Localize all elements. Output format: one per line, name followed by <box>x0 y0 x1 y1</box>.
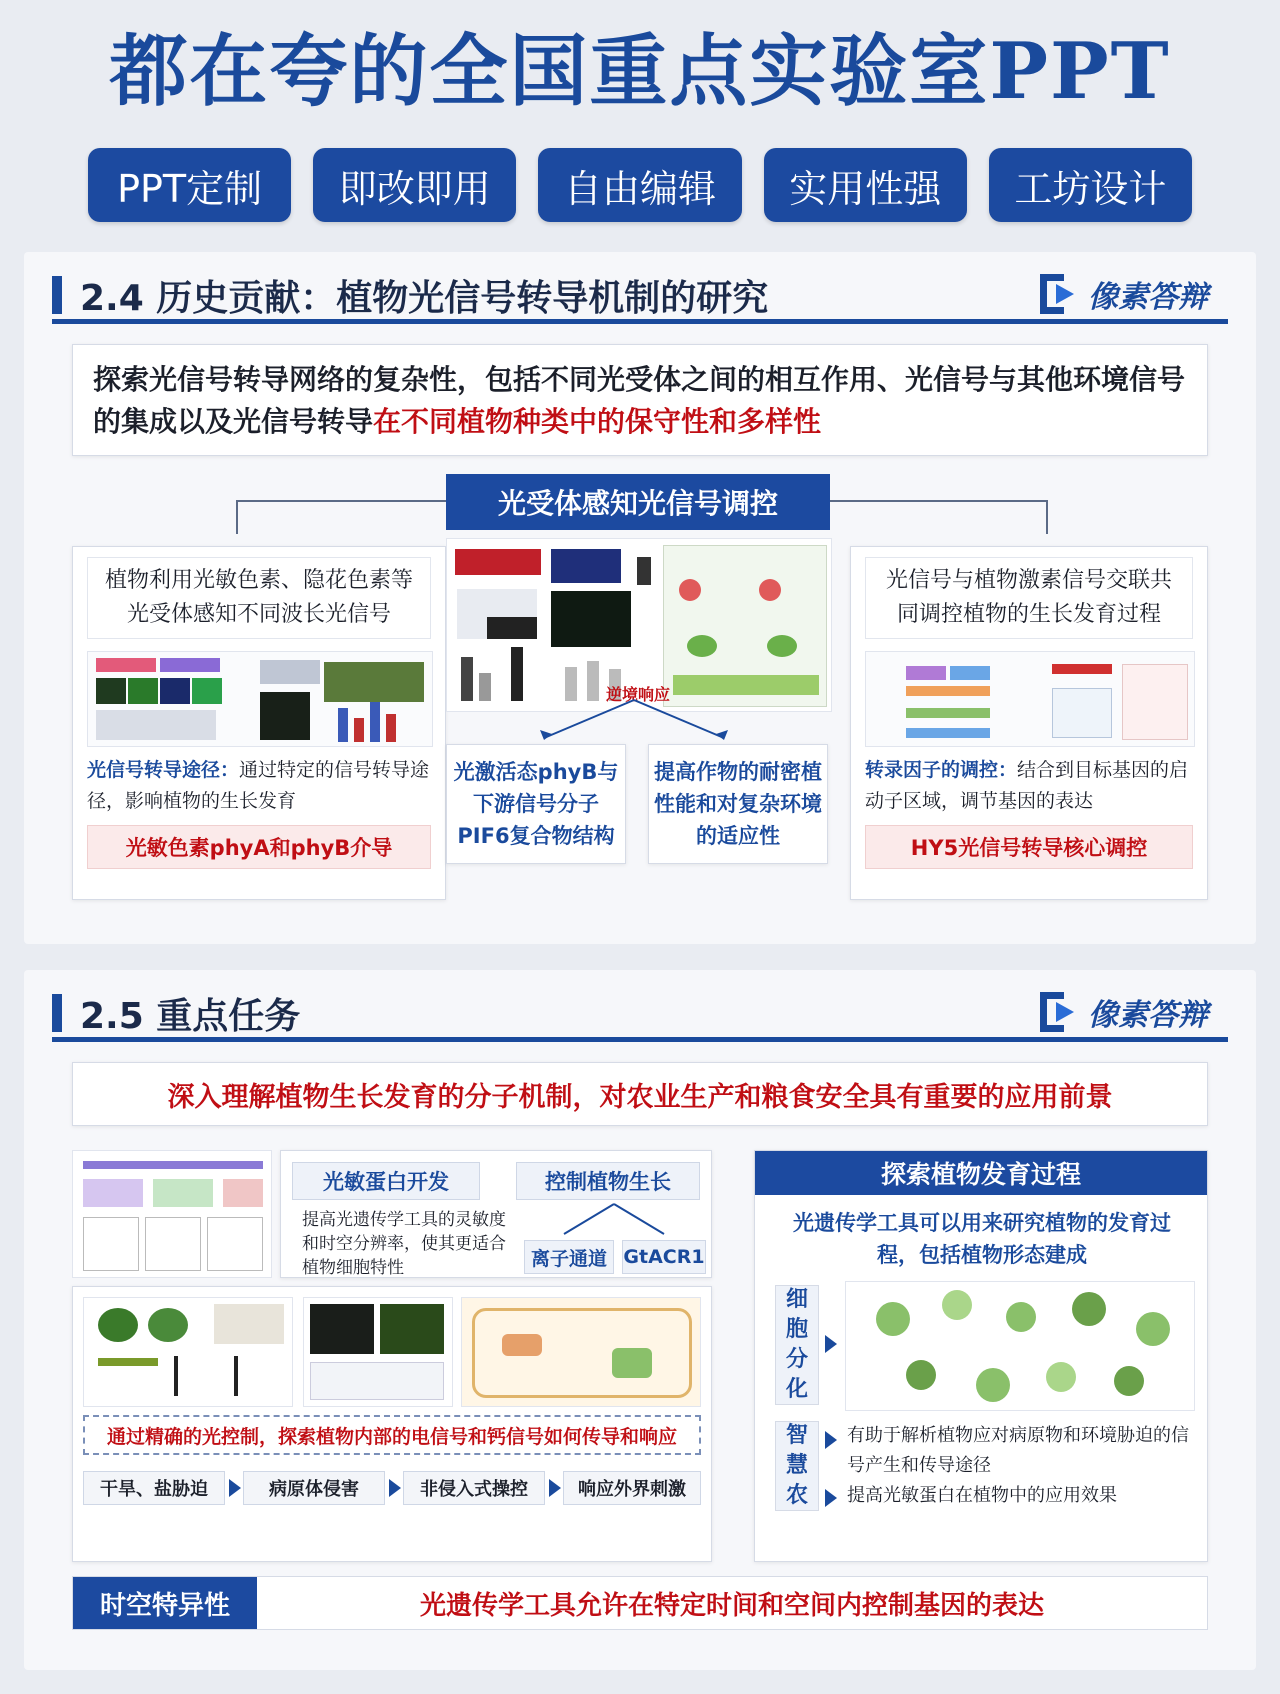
section-header <box>52 266 1228 324</box>
flower-lifecycle-figure <box>845 1281 1195 1411</box>
development-subtitle: 光遗传学工具可以用来研究植物的发育过程，包括植物形态建成 <box>793 1211 1171 1267</box>
right-description-label: 转录因子的调控： <box>865 759 1018 781</box>
bullet-pathogen-signal: 有助于解析植物应对病原物和环境胁迫的信号产生和传导途径 <box>847 1425 1189 1476</box>
section-title: 2.5 重点任务 <box>80 996 301 1037</box>
flow-step-pathogen: 病原体侵害 <box>243 1471 385 1505</box>
left-column-text: 植物利用光敏色素、隐花色素等光受体感知不同波长光信号 <box>87 557 431 639</box>
label-cell-differentiation: 细胞分化 <box>775 1285 819 1405</box>
flow-step-drought: 干旱、盐胁迫 <box>83 1471 225 1505</box>
tag-ppt-custom[interactable]: PPT定制 <box>88 148 291 222</box>
header-accent-bar <box>52 994 62 1032</box>
flow-arrow-icon <box>229 1479 241 1497</box>
header-accent-bar <box>52 276 62 314</box>
label-smart-agriculture: 智慧农 <box>775 1421 819 1511</box>
flow-step-response: 响应外界刺激 <box>563 1471 701 1505</box>
intro-card: 深入理解植物生长发育的分子机制，对农业生产和粮食安全具有重要的应用前景 <box>72 1062 1208 1126</box>
intro-text: 探索光信号转导网络的复杂性，包括不同光受体之间的相互作用、光信号与其他环境信号的集成以及光信号转导 <box>93 363 1186 438</box>
intro-highlight: 在不同植物种类中的保守性和多样性 <box>373 405 822 438</box>
tag-ready-to-use[interactable]: 即改即用 <box>313 148 516 222</box>
molecule-figure <box>72 1150 272 1278</box>
tag-row <box>88 148 1192 222</box>
connector-line <box>236 500 238 534</box>
tag-ion-channel: 离子通道 <box>524 1240 614 1274</box>
cell-arrow-icon <box>825 1335 837 1353</box>
signaling-card <box>72 1286 712 1562</box>
intro-card <box>72 344 1208 456</box>
development-card <box>754 1150 1208 1562</box>
development-title: 探索植物发育过程 <box>755 1151 1207 1195</box>
right-column-card <box>850 546 1208 900</box>
left-description-text: 通过特定的信号转导途径，影响植物的生长发育 <box>87 759 430 812</box>
right-description <box>865 755 1193 817</box>
section-header <box>52 984 1228 1042</box>
bullet-arrow-icon <box>825 1431 837 1449</box>
bullet-protein-effect: 提高光敏蛋白在植物中的应用效果 <box>847 1485 1117 1506</box>
brand-logo <box>1040 272 1208 316</box>
middle-card-adaptation: 提高作物的耐密植性能和对复杂环境的适应性 <box>648 744 828 864</box>
right-column-text: 光信号与植物激素信号交联共同调控植物的生长发育过程 <box>865 557 1193 639</box>
plant-figure <box>83 1297 293 1407</box>
middle-card-structure: 光激活态phyB与下游信号分子PIF6复合物结构 <box>446 744 626 864</box>
right-description-text: 结合到目标基因的启动子区域，调节基因的表达 <box>865 759 1189 812</box>
tag-practical[interactable]: 实用性强 <box>764 148 967 222</box>
logo-icon <box>1040 992 1080 1032</box>
left-highlight-box: 光敏色素phyA和phyB介导 <box>87 825 431 869</box>
left-figure <box>87 651 433 747</box>
connector-line <box>236 500 446 502</box>
brand-logo <box>1040 990 1208 1034</box>
seedling-figure <box>303 1297 453 1407</box>
right-figure <box>865 651 1195 747</box>
logo-icon <box>1040 274 1080 314</box>
signal-note: 通过精确的光控制，探索植物内部的电信号和钙信号如何传导和响应 <box>83 1415 701 1455</box>
section-title: 2.4 历史贡献：植物光信号转导机制的研究 <box>80 278 769 319</box>
flow-arrow-icon <box>389 1479 401 1497</box>
flow-arrow-icon <box>549 1479 561 1497</box>
spatiotemporal-message: 光遗传学工具允许在特定时间和空间内控制基因的表达 <box>419 1590 1044 1621</box>
connector-line <box>830 500 1048 502</box>
left-description <box>87 755 431 817</box>
spatiotemporal-bar <box>72 1576 1208 1630</box>
bullet-arrow-icon <box>825 1489 837 1507</box>
pill-protein-dev: 光敏蛋白开发 <box>292 1162 480 1200</box>
connector-line <box>1046 500 1048 534</box>
tag-free-edit[interactable]: 自由编辑 <box>538 148 741 222</box>
protein-dev-text: 提高光遗传学工具的灵敏度和时空分辨率，使其更适合植物细胞特性 <box>302 1210 506 1278</box>
pill-control-growth: 控制植物生长 <box>516 1162 700 1200</box>
center-title: 光受体感知光信号调控 <box>446 474 830 530</box>
tag-workshop-design[interactable]: 工坊设计 <box>989 148 1192 222</box>
slide-history-contribution <box>24 252 1256 944</box>
logo-text: 像素答辩 <box>1088 998 1208 1033</box>
logo-text: 像素答辩 <box>1088 280 1208 315</box>
flow-step-noninvasive: 非侵入式操控 <box>403 1471 545 1505</box>
right-highlight-box: HY5光信号转导核心调控 <box>865 825 1193 869</box>
cell-diagram <box>461 1297 701 1407</box>
branch-arrows <box>494 694 774 744</box>
growth-branch-arrows <box>544 1202 684 1238</box>
spatiotemporal-label: 时空特异性 <box>73 1577 257 1629</box>
left-column-card <box>72 546 446 900</box>
main-title: 都在夸的全国重点实验室PPT <box>109 26 1171 117</box>
tag-gtacr1: GtACR1 <box>622 1240 706 1274</box>
middle-arrow-label: 逆境响应 <box>606 685 671 704</box>
slide-key-tasks <box>24 970 1256 1670</box>
left-description-label: 光信号转导途径： <box>87 759 240 781</box>
